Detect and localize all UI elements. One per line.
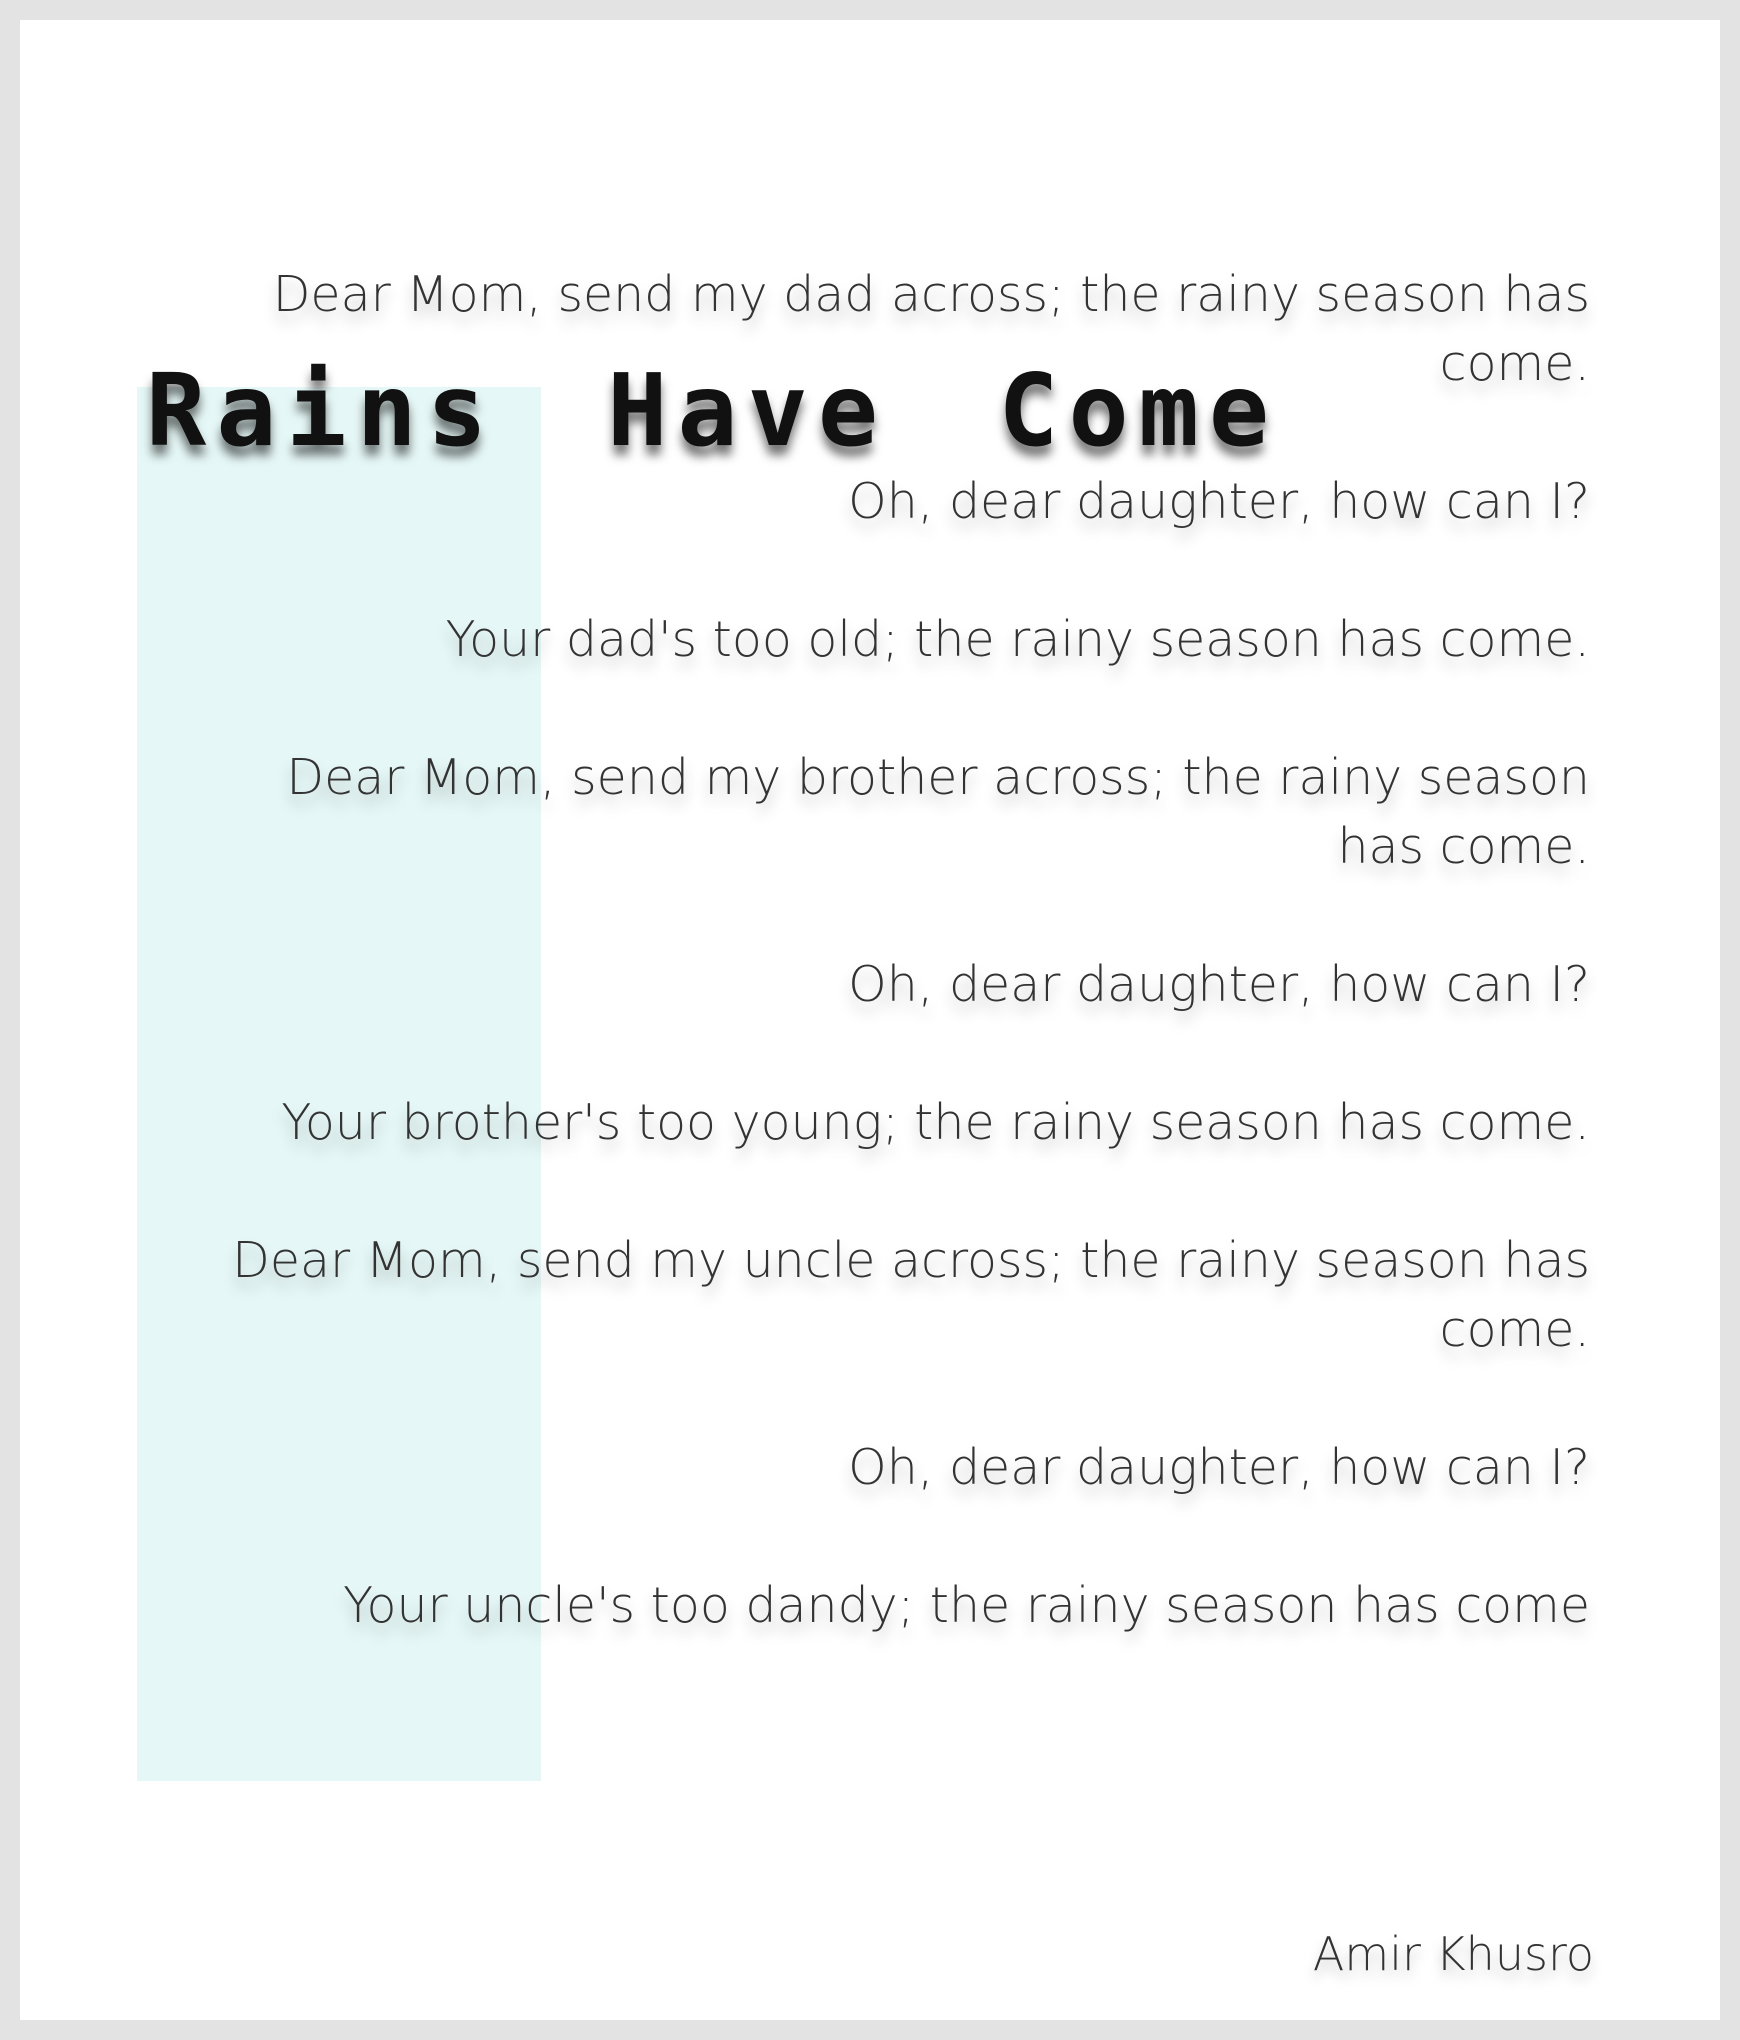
poem-body — [210, 260, 1590, 1709]
poem-page — [20, 20, 1720, 2020]
poem-line: Dear Mom, send my brother across; the rainy season has come. — [286, 749, 1590, 875]
poem-line: Oh, dear daughter, how can I? — [848, 473, 1590, 530]
poem-line: Your uncle's too dandy; the rainy season has come — [343, 1577, 1590, 1634]
poem-line: Your brother's too young; the rainy season has come. — [281, 1094, 1590, 1151]
poem-line: Oh, dear daughter, how can I? — [848, 956, 1590, 1013]
poem-line: Oh, dear daughter, how can I? — [848, 1439, 1590, 1496]
poem-author: Amir Khusro — [1312, 1927, 1594, 1981]
poem-line: Dear Mom, send my dad across; the rainy season has come. — [272, 266, 1590, 392]
poem-line: Dear Mom, send my uncle across; the rainy season has come. — [232, 1232, 1590, 1358]
poem-line: Your dad's too old; the rainy season has come. — [445, 611, 1590, 668]
poem-title: Rains Have Come — [146, 352, 1280, 469]
